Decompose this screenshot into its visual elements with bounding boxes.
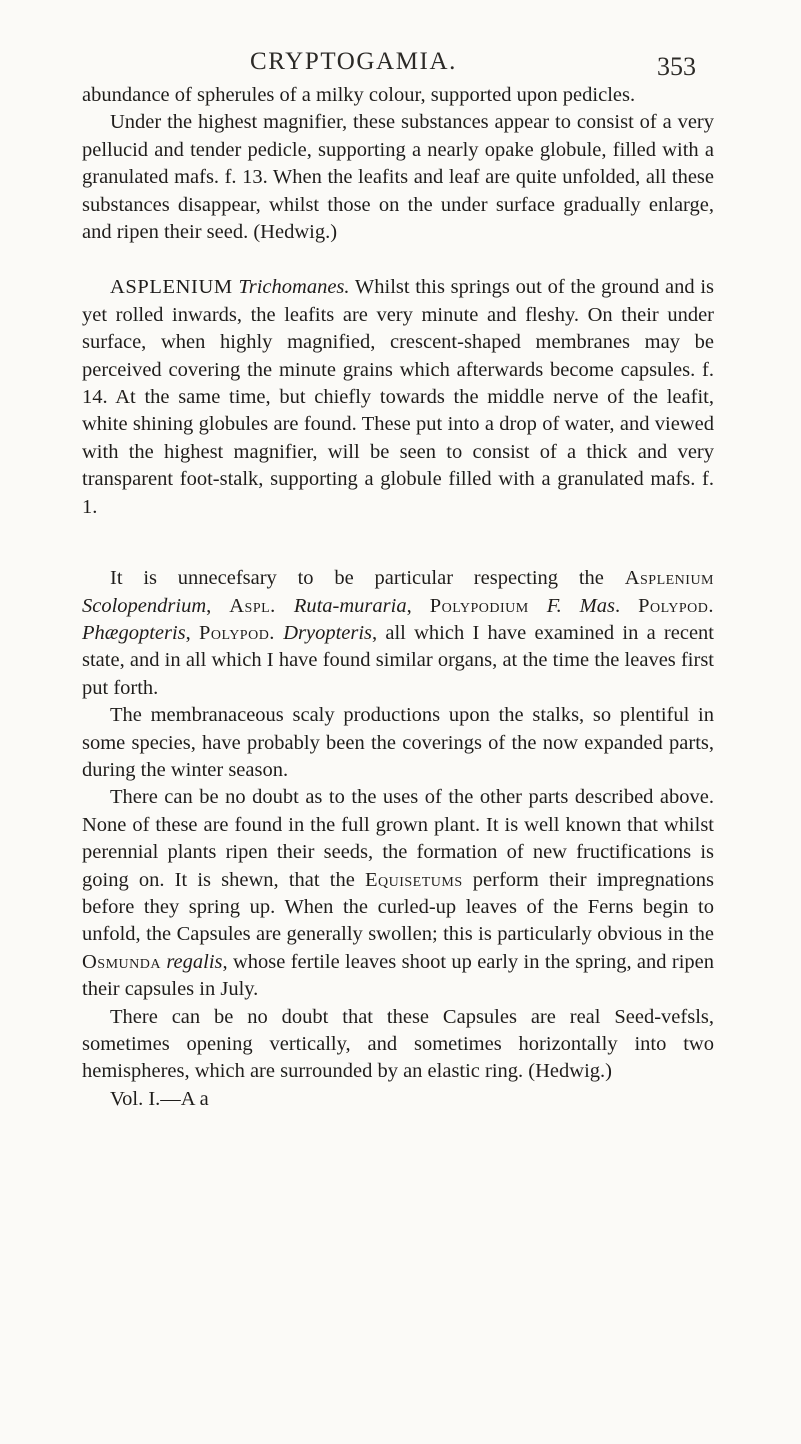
paragraph-asplenium-trichomanes — [82, 274, 714, 521]
genus-polypod-2: Polypod. — [199, 621, 275, 644]
species-phaegopteris: Phægopteris — [82, 621, 186, 644]
genus-aspl: Aspl. — [229, 594, 276, 617]
species-regalis: regalis — [166, 950, 223, 973]
genus-equisetums: Equisetums — [364, 868, 463, 891]
paragraph-5: The membranaceous scaly productions upon the stalks, so plentiful in some species, have probably been the coverings of the now expanded parts, during the winter season. — [82, 704, 714, 781]
species-trichomanes: Trichomanes. — [238, 276, 350, 299]
paragraph-7: There can be no doubt that these Capsules are real Seed-vefsls, sometimes opening vertically, and sometimes horizontally into two hemispheres, which are surrounded by an elastic ring. (Hedwig.) — [82, 1005, 714, 1083]
running-head: CRYPTOGAMIA. — [250, 48, 457, 75]
signature-mark: Vol. I.—A a — [110, 1087, 209, 1110]
paragraph-6-text-3: , whose fertile leaves shoot up early in the spring, and ripen their capsules in July. — [82, 950, 714, 1001]
genus-polypodium: Polypodium — [429, 594, 529, 617]
paragraph-6-text-1: There can be no doubt as to the uses of the other parts described above. None of these are found in the full grown plant. It is well known that whilst perennial plants ripen their seeds, the formation of new fructifications is going on. It is shewn, that the — [82, 786, 714, 891]
species-dryopteris: Dryopteris — [283, 621, 373, 644]
genus-osmunda: Osmunda — [82, 950, 161, 973]
species-scolopendrium: Scolopendrium — [82, 594, 207, 617]
paragraph-4-text-3: , — [406, 594, 430, 617]
paragraph-4-text-6: , all which I have examined in a recent state, and in all which I have found similar organs, at the time the leaves first put forth. — [82, 621, 715, 699]
paragraph-4-text-2: , — [206, 594, 230, 617]
page-number: 353 — [657, 52, 696, 81]
genus-asplenium-2: Asplenium — [624, 567, 714, 590]
paragraph-2: Under the highest magnifier, these substances appear to consist of a very pellucid and tender pedicle, supporting a nearly opake globule, filled with a granulated mafs. f. 13. When the leafits and leaf are quite unfolded, all these substances disappear, whilst those on the under surface gradually enlarge, and ripen their seed. (Hedwig.) — [82, 111, 714, 244]
genus-asplenium: ASPLENIUM — [110, 276, 233, 299]
paragraph-4-text-1: It is unnecefsary to be particular respecting the — [110, 567, 625, 590]
paragraph-1: abundance of spherules of a milky colour, supported upon pedicles. — [82, 84, 636, 106]
paragraph-4-text-4: . — [615, 594, 639, 617]
genus-polypod-1: Polypod. — [638, 594, 715, 617]
paragraph-6 — [82, 784, 714, 1003]
species-f-mas: F. Mas — [546, 594, 615, 617]
page-body — [82, 82, 714, 1113]
species-ruta-muraria: Ruta-muraria — [293, 594, 407, 617]
paragraph-3-text: Whilst this springs out of the ground and is yet rolled inwards, the leafits are very minute and fleshy. On their under surface, when highly magnified, crescent-shaped membranes may be perceived covering the minute grains which afterwards become capsules. f. 14. At the same time, but chiefly towards the middle nerve of the leafit, white shining globules are found. These put into a drop of water, and viewed with the highest magnifier, will be seen to consist of a thick and very transparent foot-stalk, supporting a globule filled with a granulated mafs. f. 1. — [82, 276, 715, 518]
paragraph-4-text-5: , — [185, 621, 200, 644]
page-header — [0, 48, 801, 84]
paragraph-4 — [82, 565, 714, 702]
paragraph-6-text-2: perform their impregnations before they spring up. When the curled-up leaves of the Ferns begin to unfold, the Capsules are generally swollen; this is particularly obvious in the — [82, 868, 714, 946]
